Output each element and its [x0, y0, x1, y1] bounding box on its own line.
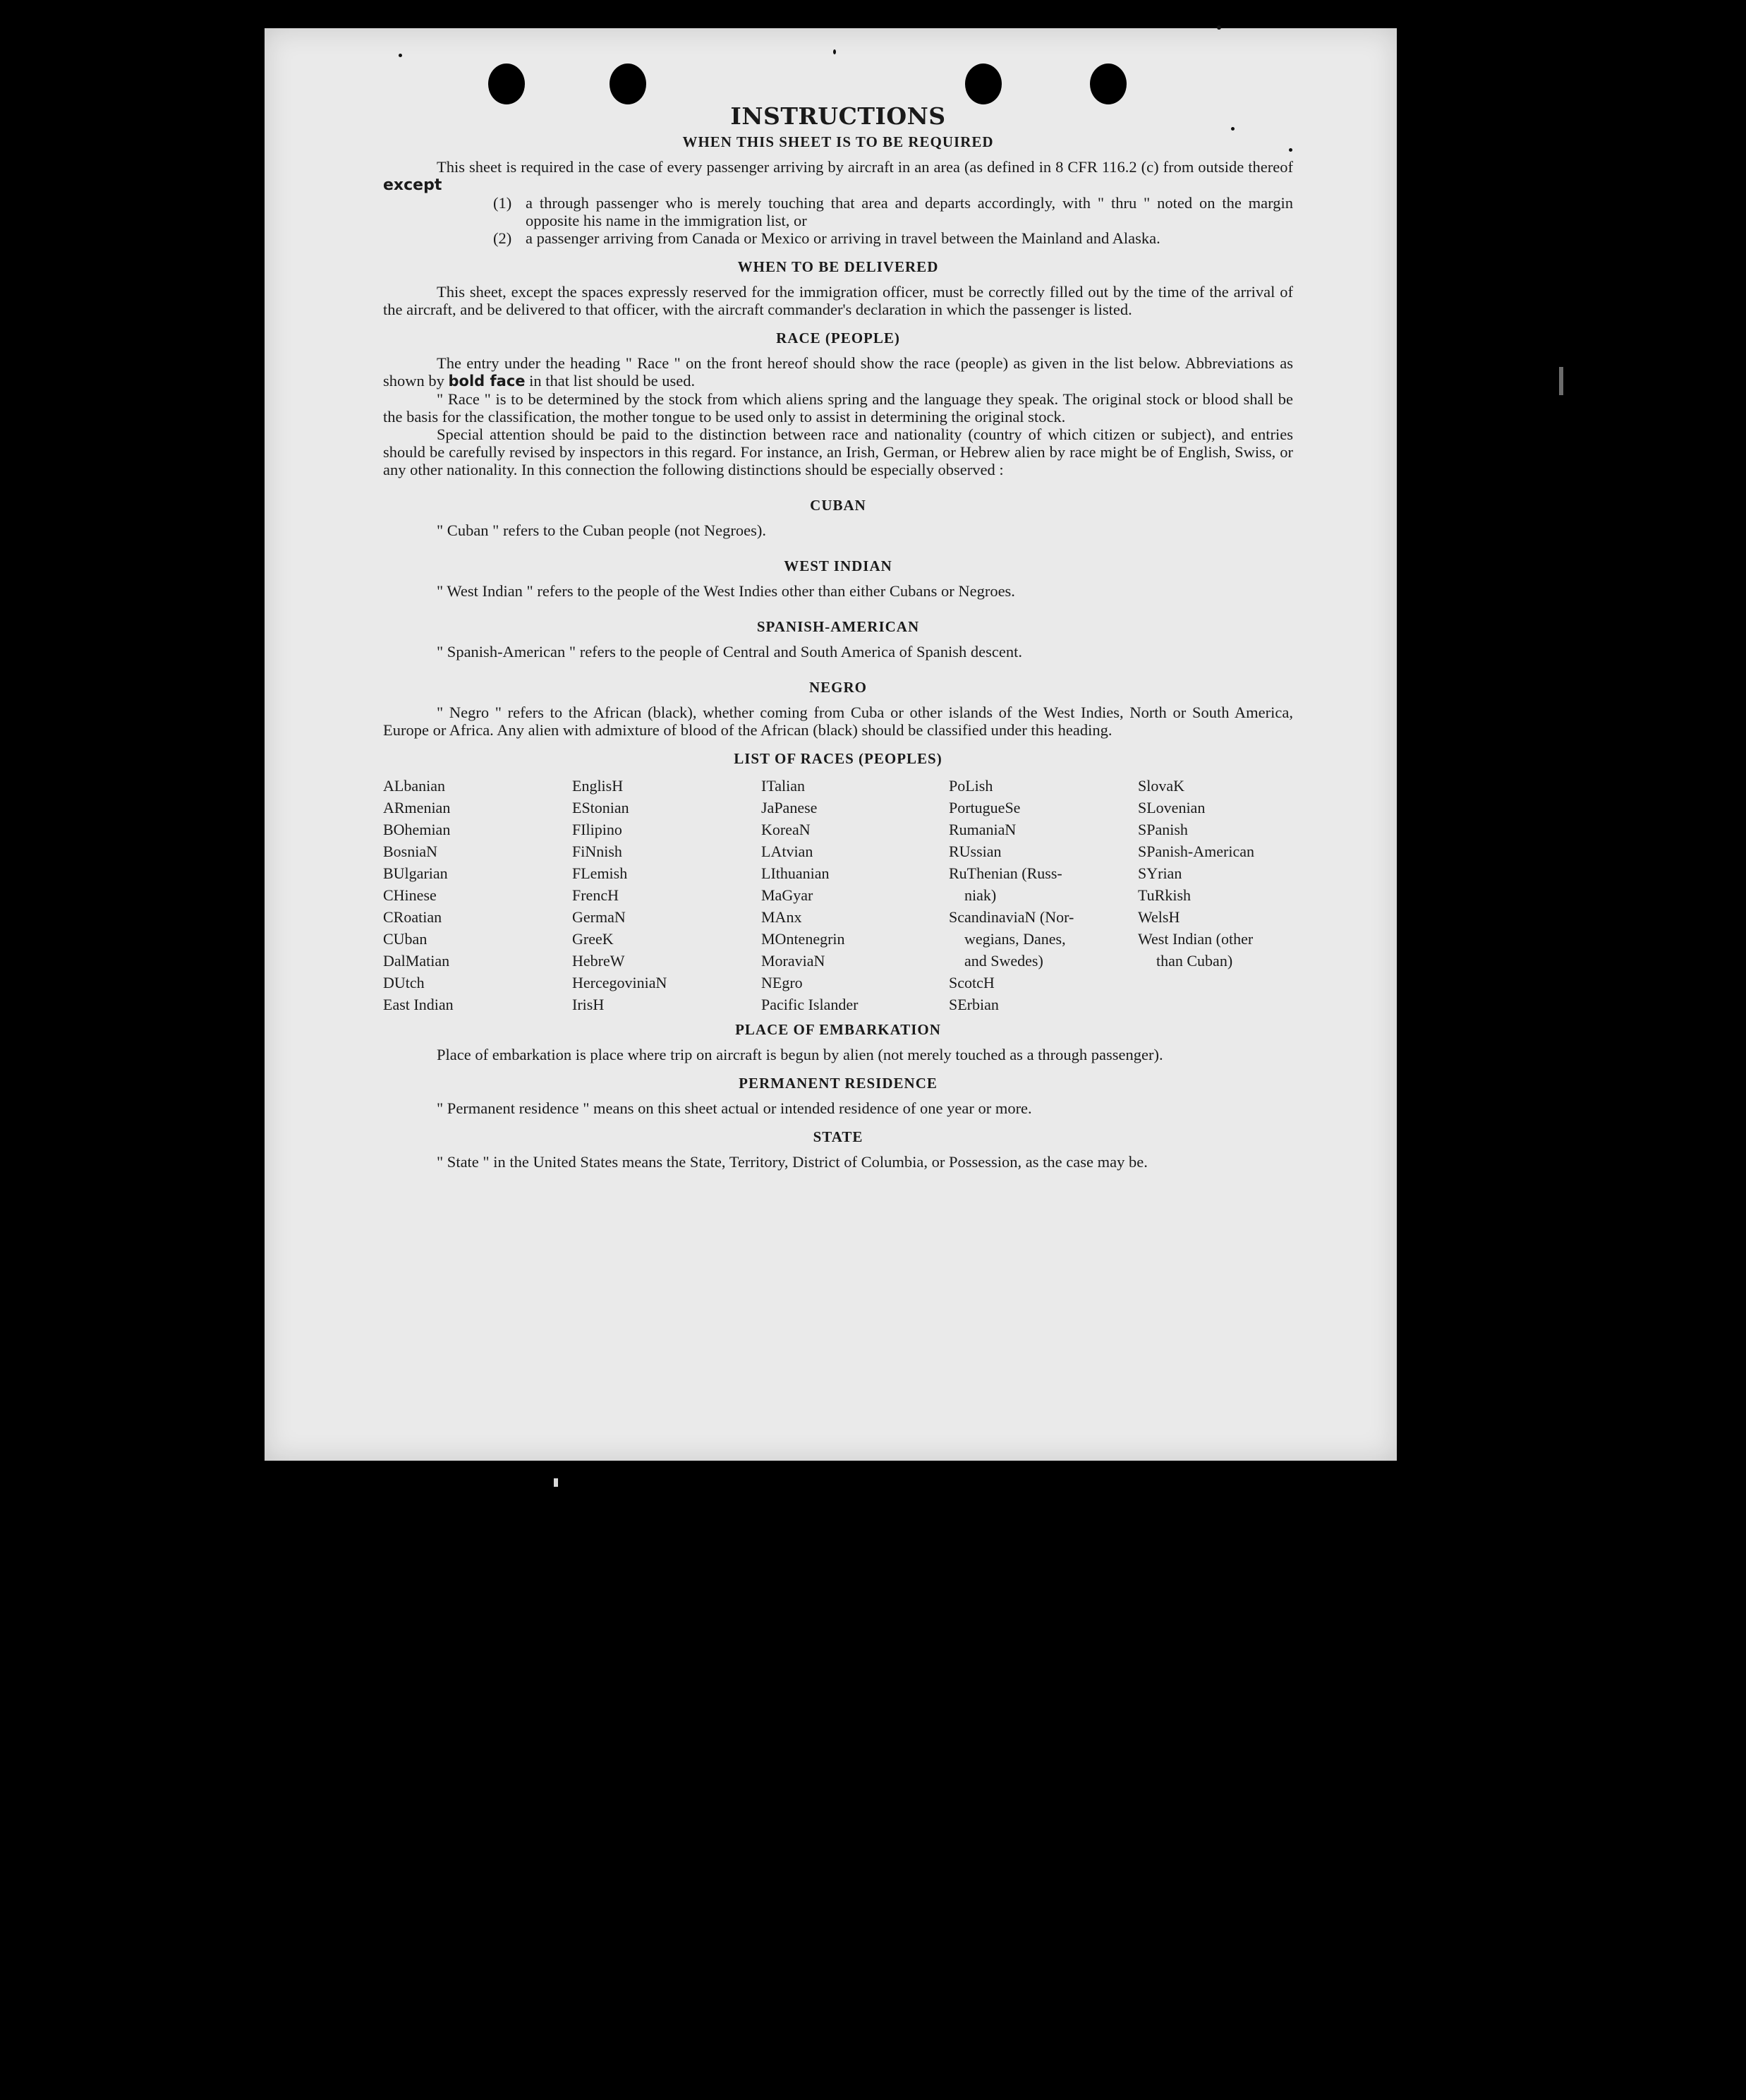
paragraph: " State " in the United States means the State, Territory, District of Columbia, or Possession, as the case may be.	[437, 1153, 1148, 1171]
race-item: IrisH	[572, 996, 605, 1013]
race-item: NEgro	[761, 974, 803, 991]
race-item: SLovenian	[1138, 799, 1206, 816]
race-item: FiNnish	[572, 843, 622, 860]
race-item: KoreaN	[761, 821, 811, 838]
clause-number: (1)	[493, 194, 512, 212]
race-item: BOhemian	[383, 821, 451, 838]
race-item: ScandinaviaN (Nor-	[949, 908, 1074, 926]
speck	[833, 49, 836, 54]
section-heading: LIST OF RACES (PEOPLES)	[734, 750, 942, 767]
paragraph: " Cuban " refers to the Cuban people (not Negroes).	[437, 521, 766, 539]
document-sheet	[265, 28, 1397, 1461]
race-item: TuRkish	[1138, 886, 1192, 904]
scan-artifact	[554, 1478, 558, 1487]
race-item: East Indian	[383, 996, 454, 1013]
punch-hole	[488, 64, 525, 104]
instructions-body	[383, 102, 1293, 1171]
clause-item	[493, 229, 1293, 247]
race-item: BosniaN	[383, 843, 437, 860]
race-item: wegians, Danes,	[964, 930, 1066, 948]
emphasis: except	[383, 176, 442, 194]
punch-hole	[610, 64, 646, 104]
paragraph: " West Indian " refers to the people of the West Indies other than either Cubans or Negroes.	[437, 582, 1015, 600]
race-item: HebreW	[572, 952, 625, 970]
clause-item	[493, 194, 1293, 229]
race-item: HercegoviniaN	[572, 974, 667, 991]
emphasis: bold face	[448, 373, 526, 390]
paragraph: " Race " is to be determined by the stock from which aliens spring and the language they speak. The original stock or blood shall be the basis for the classification, the mother tongue to be used only to assist in determining the original stock.	[383, 390, 1293, 426]
race-item: PoLish	[949, 777, 993, 795]
race-item: Pacific Islander	[761, 996, 859, 1013]
race-item: SYrian	[1138, 864, 1182, 882]
race-item: and Swedes)	[964, 952, 1043, 970]
section-heading: PLACE OF EMBARKATION	[735, 1021, 941, 1038]
race-list	[383, 775, 1293, 1015]
race-item: West Indian (other	[1138, 930, 1254, 948]
race-item: MaGyar	[761, 886, 813, 904]
paragraph: Place of embarkation is place where trip on aircraft is begun by alien (not merely touched as a through passenger).	[437, 1046, 1163, 1063]
race-item: MoraviaN	[761, 952, 825, 970]
race-column	[1138, 775, 1293, 1015]
race-column	[949, 775, 1138, 1015]
paragraph: " Spanish-American " refers to the people of Central and South America of Spanish descent.	[437, 643, 1023, 660]
paragraph: " Permanent residence " means on this sheet actual or intended residence of one year or more.	[437, 1099, 1032, 1117]
race-item: SPanish	[1138, 821, 1188, 838]
race-item: ScotcH	[949, 974, 995, 991]
section-heading: PERMANENT RESIDENCE	[739, 1075, 938, 1092]
race-item: LAtvian	[761, 843, 813, 860]
race-item: CRoatian	[383, 908, 442, 926]
speck	[1217, 25, 1221, 30]
race-item: MAnx	[761, 908, 802, 926]
race-item: EnglisH	[572, 777, 624, 795]
race-item: RumaniaN	[949, 821, 1017, 838]
section-heading: SPANISH-AMERICAN	[756, 618, 920, 635]
section-heading: WHEN TO BE DELIVERED	[737, 258, 939, 275]
paragraph: This sheet is required in the case of every passenger arriving by aircraft in an area (as defined in 8 CFR 116.2 (c) from outside thereof except	[383, 158, 1293, 194]
race-item: JaPanese	[761, 799, 818, 816]
race-item: GermaN	[572, 908, 626, 926]
race-item: LIthuanian	[761, 864, 830, 882]
section-heading: NEGRO	[808, 679, 867, 696]
race-item: RUssian	[949, 843, 1002, 860]
race-item: WelsH	[1138, 908, 1180, 926]
race-column	[572, 775, 761, 1015]
race-item: CHinese	[383, 886, 437, 904]
race-item: niak)	[964, 886, 997, 904]
section-heading: WEST INDIAN	[784, 557, 892, 574]
race-item: PortugueSe	[949, 799, 1021, 816]
race-item: FrencH	[572, 886, 619, 904]
speck	[399, 54, 402, 57]
race-item: DalMatian	[383, 952, 450, 970]
race-item: ITalian	[761, 777, 805, 795]
race-item: DUtch	[383, 974, 425, 991]
punch-hole	[965, 64, 1002, 104]
race-column	[761, 775, 949, 1015]
race-item: GreeK	[572, 930, 614, 948]
race-item: SlovaK	[1138, 777, 1184, 795]
race-item: MOntenegrin	[761, 930, 845, 948]
scan-artifact	[1559, 367, 1563, 395]
paragraph: The entry under the heading " Race " on the front hereof should show the race (people) as given in the list below. Abbreviations as shown by bold face in that list should be used.	[383, 354, 1293, 390]
race-item: SErbian	[949, 996, 999, 1013]
clause-text: a through passenger who is merely touching that area and departs accordingly, with " thru " noted on the margin opposite his name in the immigration list, or	[526, 194, 1293, 229]
race-item: FIlipino	[572, 821, 622, 838]
clause-number: (2)	[493, 229, 512, 247]
section-heading: RACE (PEOPLE)	[776, 330, 900, 346]
race-item: EStonian	[572, 799, 629, 816]
race-item: FLemish	[572, 864, 628, 882]
section-heading: WHEN THIS SHEET IS TO BE REQUIRED	[682, 133, 994, 150]
paragraph: This sheet, except the spaces expressly reserved for the immigration officer, must be correctly filled out by the time of the arrival of the aircraft, and be delivered to that officer, with the aircraft commander's declaration in which the passenger is listed.	[383, 283, 1293, 318]
race-item: RuThenian (Russ-	[949, 864, 1062, 882]
race-column	[383, 775, 572, 1015]
section-heading: STATE	[813, 1128, 863, 1145]
paragraph: " Negro " refers to the African (black), whether coming from Cuba or other islands of the West Indies, North or South America, Europe or Africa. Any alien with admixture of blood of the African (black) should be classified under this heading.	[383, 704, 1293, 739]
punch-hole	[1090, 64, 1127, 104]
race-item: SPanish-American	[1138, 843, 1254, 860]
race-item: CUban	[383, 930, 428, 948]
page-title: INSTRUCTIONS	[730, 102, 946, 130]
race-item: ALbanian	[383, 777, 445, 795]
race-item: than Cuban)	[1156, 952, 1233, 970]
section-heading: CUBAN	[810, 497, 866, 514]
paragraph: Special attention should be paid to the distinction between race and nationality (country of which citizen or subject), and entries should be carefully revised by inspectors in this regard. For instance, an Irish, German, or Hebrew alien by race might be of English, Swiss, or any other nationality. In this connection the following distinctions should be especially observed :	[383, 426, 1293, 478]
race-item: ARmenian	[383, 799, 451, 816]
race-item: BUlgarian	[383, 864, 448, 882]
clause-text: a passenger arriving from Canada or Mexico or arriving in travel between the Mainland and Alaska.	[526, 229, 1160, 247]
